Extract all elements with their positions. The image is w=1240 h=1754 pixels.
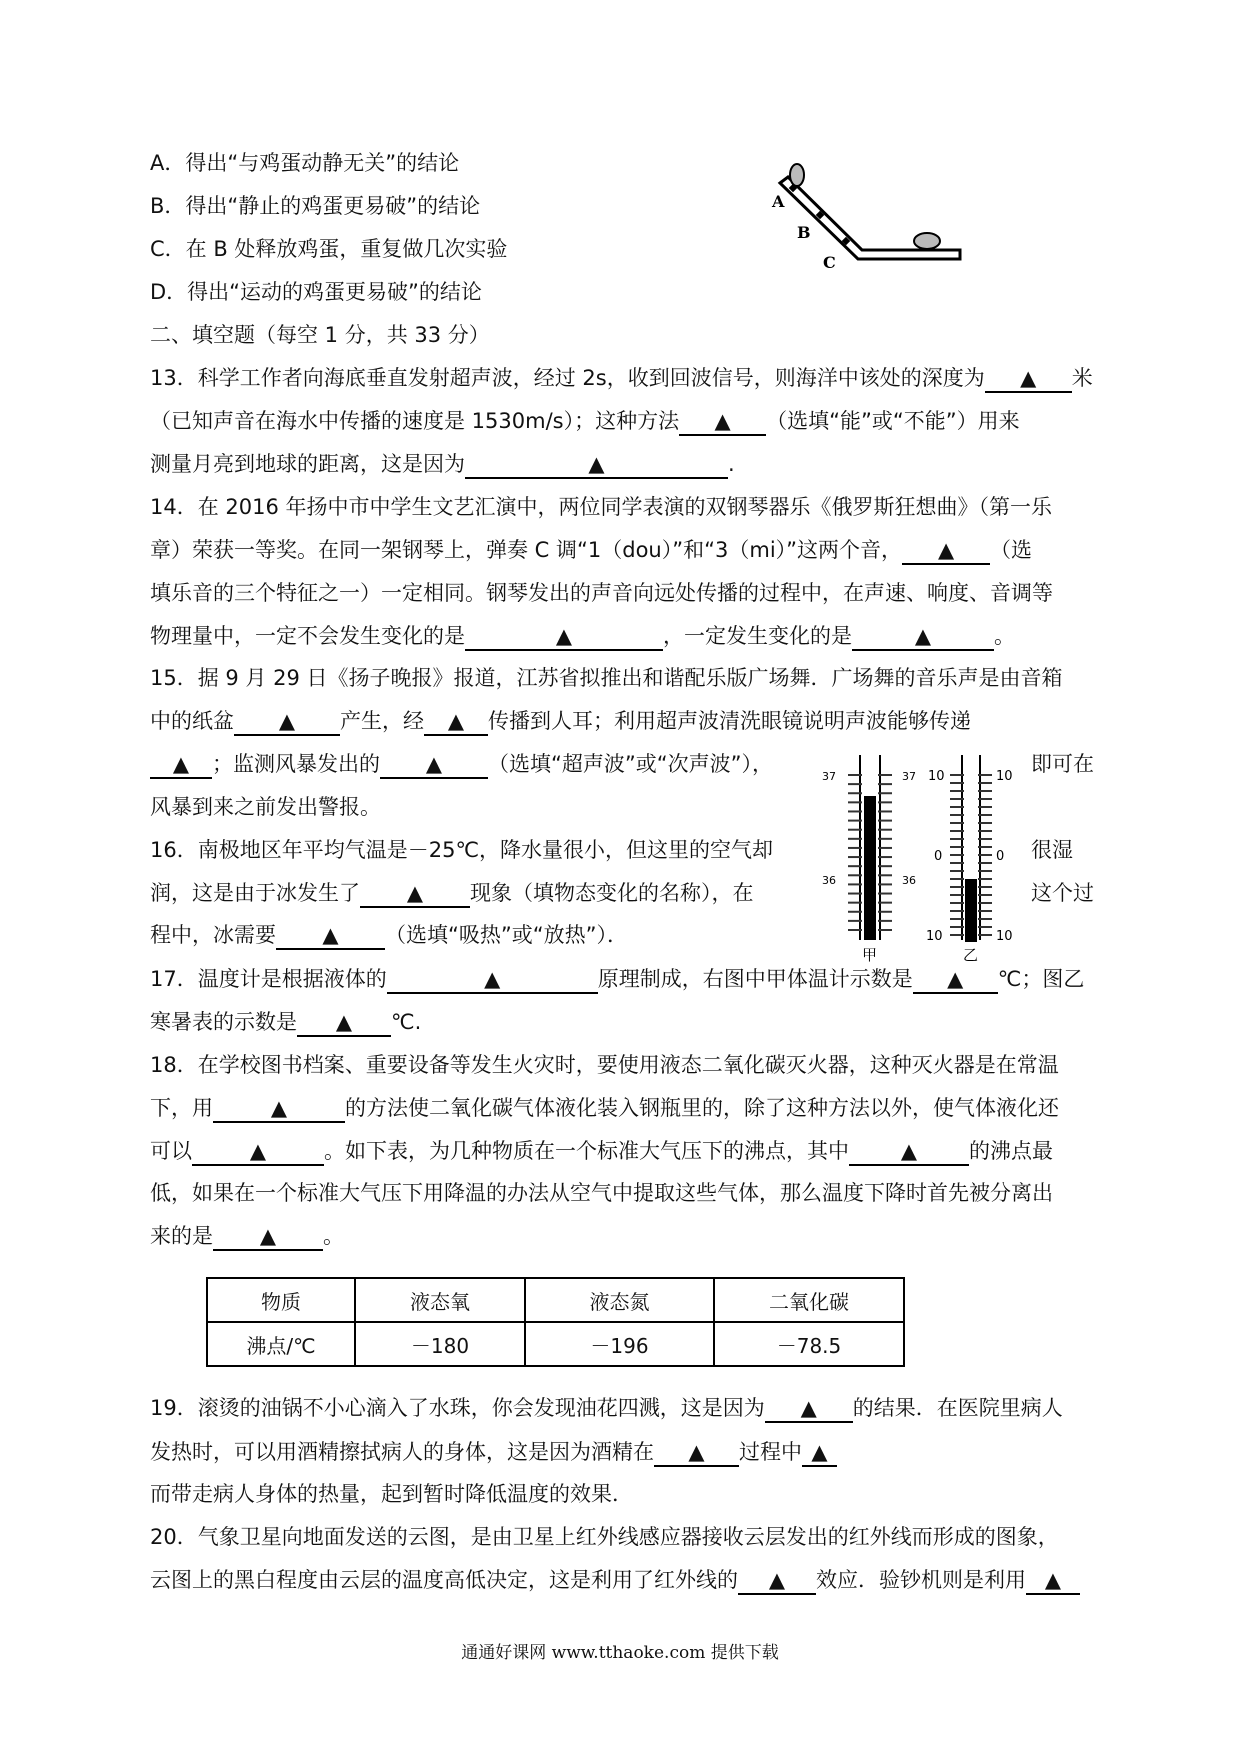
tick-10-bottom-left: 10 xyxy=(926,929,943,944)
text-segment: ；监测风暴发出的 xyxy=(212,752,380,776)
table-header: 液态氮 xyxy=(525,1278,714,1322)
tick-37-right: 37 xyxy=(902,770,916,783)
text-segment: ，一定发生变化的是 xyxy=(663,624,852,648)
answer-blank[interactable]: ▲ xyxy=(234,708,340,736)
text-line xyxy=(150,1007,421,1037)
text-line xyxy=(150,578,1053,608)
text-line xyxy=(150,835,773,865)
text-line xyxy=(150,406,1020,436)
text-segment: 风暴到来之前发出警报。 xyxy=(150,795,381,819)
text-segment: D．得出“运动的鸡蛋更易破”的结论 xyxy=(150,280,482,304)
label-a: A xyxy=(772,192,785,211)
text-segment: 效应．验钞机则是利用 xyxy=(816,1568,1026,1592)
tick-10-top-right: 10 xyxy=(996,769,1013,784)
tick-37-left: 37 xyxy=(822,770,836,783)
answer-blank[interactable]: ▲ xyxy=(360,880,470,908)
text-segment: 17．温度计是根据液体的 xyxy=(150,967,387,991)
text-segment: 米 xyxy=(1071,366,1093,390)
tick-10-bottom-right: 10 xyxy=(996,929,1013,944)
answer-blank[interactable]: ▲ xyxy=(192,1138,324,1166)
table-header: 液态氧 xyxy=(355,1278,525,1322)
text-line xyxy=(150,1093,1059,1123)
text-segment: 可以 xyxy=(150,1139,192,1163)
answer-blank[interactable]: ▲ xyxy=(913,966,998,994)
tick-36-left: 36 xyxy=(822,874,836,887)
tick-36-right: 36 xyxy=(902,874,916,887)
text-segment: 的方法使二氧化碳气体液化装入钢瓶里的，除了这种方法以外，使气体液化还 xyxy=(345,1096,1059,1120)
text-segment: C．在 B 处释放鸡蛋，重复做几次实验 xyxy=(150,237,508,261)
text-line xyxy=(150,363,1093,393)
text-segment: 13．科学工作者向海底垂直发射超声波，经过 2s，收到回波信号，则海洋中该处的深度为 xyxy=(150,366,985,390)
text-segment: 来的是 xyxy=(150,1224,213,1248)
answer-blank[interactable]: ▲ xyxy=(213,1223,323,1251)
text-line xyxy=(150,148,459,178)
text-segment: 15．据 9 月 29 日《扬子晚报》报道，江苏省拟推出和谐配乐版广场舞．广场舞的音乐声是由音箱 xyxy=(150,666,1063,690)
q16-tail-1: 很湿 xyxy=(1031,838,1073,862)
text-segment: 寒暑表的示数是 xyxy=(150,1010,297,1034)
text-line xyxy=(150,878,754,908)
text-segment: 发热时，可以用酒精擦拭病人的身体，这是因为酒精在 xyxy=(150,1440,654,1464)
answer-blank[interactable]: ▲ xyxy=(150,751,212,779)
text-line xyxy=(150,1393,1063,1423)
answer-blank[interactable]: ▲ xyxy=(465,623,663,651)
text-segment: 。 xyxy=(994,624,1015,648)
text-segment: 云图上的黑白程度由云层的温度高低决定，这是利用了红外线的 xyxy=(150,1568,738,1592)
text-segment: ℃. xyxy=(391,1010,422,1034)
thermometer-yi-label: 乙 xyxy=(963,946,979,964)
answer-blank[interactable]: ▲ xyxy=(802,1439,837,1467)
text-segment: 二、填空题（每空 1 分，共 33 分） xyxy=(150,323,490,347)
text-line xyxy=(150,535,1032,565)
incline-egg-figure xyxy=(770,155,970,275)
answer-blank[interactable]: ▲ xyxy=(738,1567,816,1595)
text-segment: . xyxy=(728,452,735,476)
table-cell: －180 xyxy=(355,1322,525,1366)
text-segment: 18．在学校图书档案、重要设备等发生火灾时，要使用液态二氧化碳灭火器，这种灭火器是在常温 xyxy=(150,1053,1059,1077)
answer-blank[interactable]: ▲ xyxy=(424,708,488,736)
text-line xyxy=(150,191,480,221)
answer-blank[interactable]: ▲ xyxy=(985,365,1072,393)
table-cell: －196 xyxy=(525,1322,714,1366)
text-line xyxy=(150,663,1063,693)
text-segment: （选填“能”或“不能”）用来 xyxy=(766,409,1020,433)
table-cell: －78.5 xyxy=(714,1322,904,1366)
answer-blank[interactable]: ▲ xyxy=(765,1395,853,1423)
text-segment: 16．南极地区年平均气温是－25℃，降水量很小，但这里的空气却 xyxy=(150,838,774,862)
table-header: 二氧化碳 xyxy=(714,1278,904,1322)
text-segment: 填乐音的三个特征之一）一定相同。钢琴发出的声音向远处传播的过程中，在声速、响度、音调等 xyxy=(150,581,1053,605)
label-c: C xyxy=(823,253,836,272)
answer-blank[interactable]: ▲ xyxy=(654,1439,739,1467)
text-line xyxy=(150,234,507,264)
thermometer-jia-label: 甲 xyxy=(862,946,878,964)
boiling-point-table xyxy=(206,1277,905,1367)
text-segment: （选填“吸热”或“放热”）． xyxy=(385,923,629,947)
text-segment: 的结果．在医院里病人 xyxy=(852,1396,1063,1420)
text-line xyxy=(150,449,735,479)
tick-0-right: 0 xyxy=(996,849,1005,864)
text-segment: 程中，冰需要 xyxy=(150,923,276,947)
text-segment: 20．气象卫星向地面发送的云图，是由卫星上红外线感应器接收云层发出的红外线而形成的图象， xyxy=(150,1525,1059,1549)
tick-0-left: 0 xyxy=(934,849,943,864)
text-segment: 润，这是由于冰发生了 xyxy=(150,881,360,905)
answer-blank[interactable]: ▲ xyxy=(849,1138,969,1166)
text-segment: 物理量中，一定不会发生变化的是 xyxy=(150,624,465,648)
text-segment: ℃；图乙 xyxy=(997,967,1085,991)
text-line xyxy=(150,621,1015,651)
text-segment: 14．在 2016 年扬中市中学生文艺汇演中，两位同学表演的双钢琴器乐《俄罗斯狂想曲》（第一乐 xyxy=(150,495,1053,519)
text-line xyxy=(150,1221,344,1251)
text-segment: 。 xyxy=(323,1224,344,1248)
text-segment: 原理制成，右图中甲体温计示数是 xyxy=(597,967,913,991)
text-segment: （已知声音在海水中传播的速度是 1530m/s）；这种方法 xyxy=(150,409,680,433)
answer-blank[interactable]: ▲ xyxy=(679,408,766,436)
text-segment: 产生，经 xyxy=(340,709,424,733)
text-line xyxy=(150,1565,1080,1595)
text-line xyxy=(150,749,773,779)
text-segment: 测量月亮到地球的距离，这是因为 xyxy=(150,452,465,476)
text-segment: （选 xyxy=(990,538,1033,562)
text-segment: A．得出“与鸡蛋动静无关”的结论 xyxy=(150,151,460,175)
egg-top xyxy=(790,164,804,186)
q16-tail-2: 这个过 xyxy=(1031,881,1094,905)
answer-blank[interactable]: ▲ xyxy=(465,451,728,479)
text-segment: 章）荣获一等奖。在同一架钢琴上，弹奏 C 调“1（dou）”和“3（mi）”这两个音， xyxy=(150,538,903,562)
text-segment: 中的纸盆 xyxy=(150,709,234,733)
answer-blank[interactable]: ▲ xyxy=(902,537,990,565)
label-b: B xyxy=(797,223,811,242)
text-segment: 现象（填物态变化的名称），在 xyxy=(470,881,754,905)
thermometer-yi xyxy=(926,755,1013,964)
text-line xyxy=(150,1437,837,1467)
text-segment: 下，用 xyxy=(150,1096,213,1120)
thermometer-jia-column xyxy=(864,796,876,940)
table-header: 物质 xyxy=(207,1278,355,1322)
text-line xyxy=(150,920,628,950)
text-line xyxy=(150,706,971,736)
text-line xyxy=(150,320,490,350)
table-cell: 沸点/℃ xyxy=(207,1322,355,1366)
egg-bottom xyxy=(914,233,940,249)
text-line xyxy=(150,1136,1053,1166)
text-segment: 。如下表，为几种物质在一个标准大气压下的沸点，其中 xyxy=(324,1139,849,1163)
answer-blank[interactable]: ▲ xyxy=(852,623,994,651)
text-line xyxy=(150,492,1052,522)
thermometer-figure xyxy=(810,750,1013,970)
tick-10-top-left: 10 xyxy=(928,769,945,784)
answer-blank[interactable]: ▲ xyxy=(276,922,385,950)
answer-blank[interactable]: ▲ xyxy=(1026,1567,1080,1595)
text-line xyxy=(150,1050,1059,1080)
text-segment: （选填“超声波”或“次声波”）， xyxy=(488,752,774,776)
text-segment: 过程中 xyxy=(739,1440,802,1464)
thermometer-jia xyxy=(822,755,916,964)
text-line xyxy=(150,1178,1053,1208)
answer-blank[interactable]: ▲ xyxy=(213,1095,345,1123)
text-line xyxy=(150,1522,1059,1552)
text-segment: 传播到人耳；利用超声波清洗眼镜说明声波能够传递 xyxy=(488,709,971,733)
text-segment: B．得出“静止的鸡蛋更易破”的结论 xyxy=(150,194,481,218)
text-segment: 低，如果在一个标准大气压下用降温的办法从空气中提取这些气体，那么温度下降时首先被分离出 xyxy=(150,1181,1053,1205)
text-segment: 而带走病人身体的热量，起到暂时降低温度的效果． xyxy=(150,1482,633,1506)
text-line xyxy=(150,277,482,307)
footer-source: 通通好课网 www.tthaoke.com 提供下载 xyxy=(461,1643,779,1663)
text-line xyxy=(150,1479,633,1509)
answer-blank[interactable]: ▲ xyxy=(297,1009,391,1037)
text-line xyxy=(150,792,381,822)
table-header-row xyxy=(207,1278,904,1322)
q15-tail: 即可在 xyxy=(1031,752,1094,776)
answer-blank[interactable]: ▲ xyxy=(387,966,598,994)
text-segment: 的沸点最 xyxy=(969,1139,1053,1163)
answer-blank[interactable]: ▲ xyxy=(380,751,488,779)
table-row xyxy=(207,1322,904,1366)
text-segment: 19．滚烫的油锅不小心滴入了水珠，你会发现油花四溅，这是因为 xyxy=(150,1396,765,1420)
thermometer-yi-column xyxy=(965,879,977,942)
